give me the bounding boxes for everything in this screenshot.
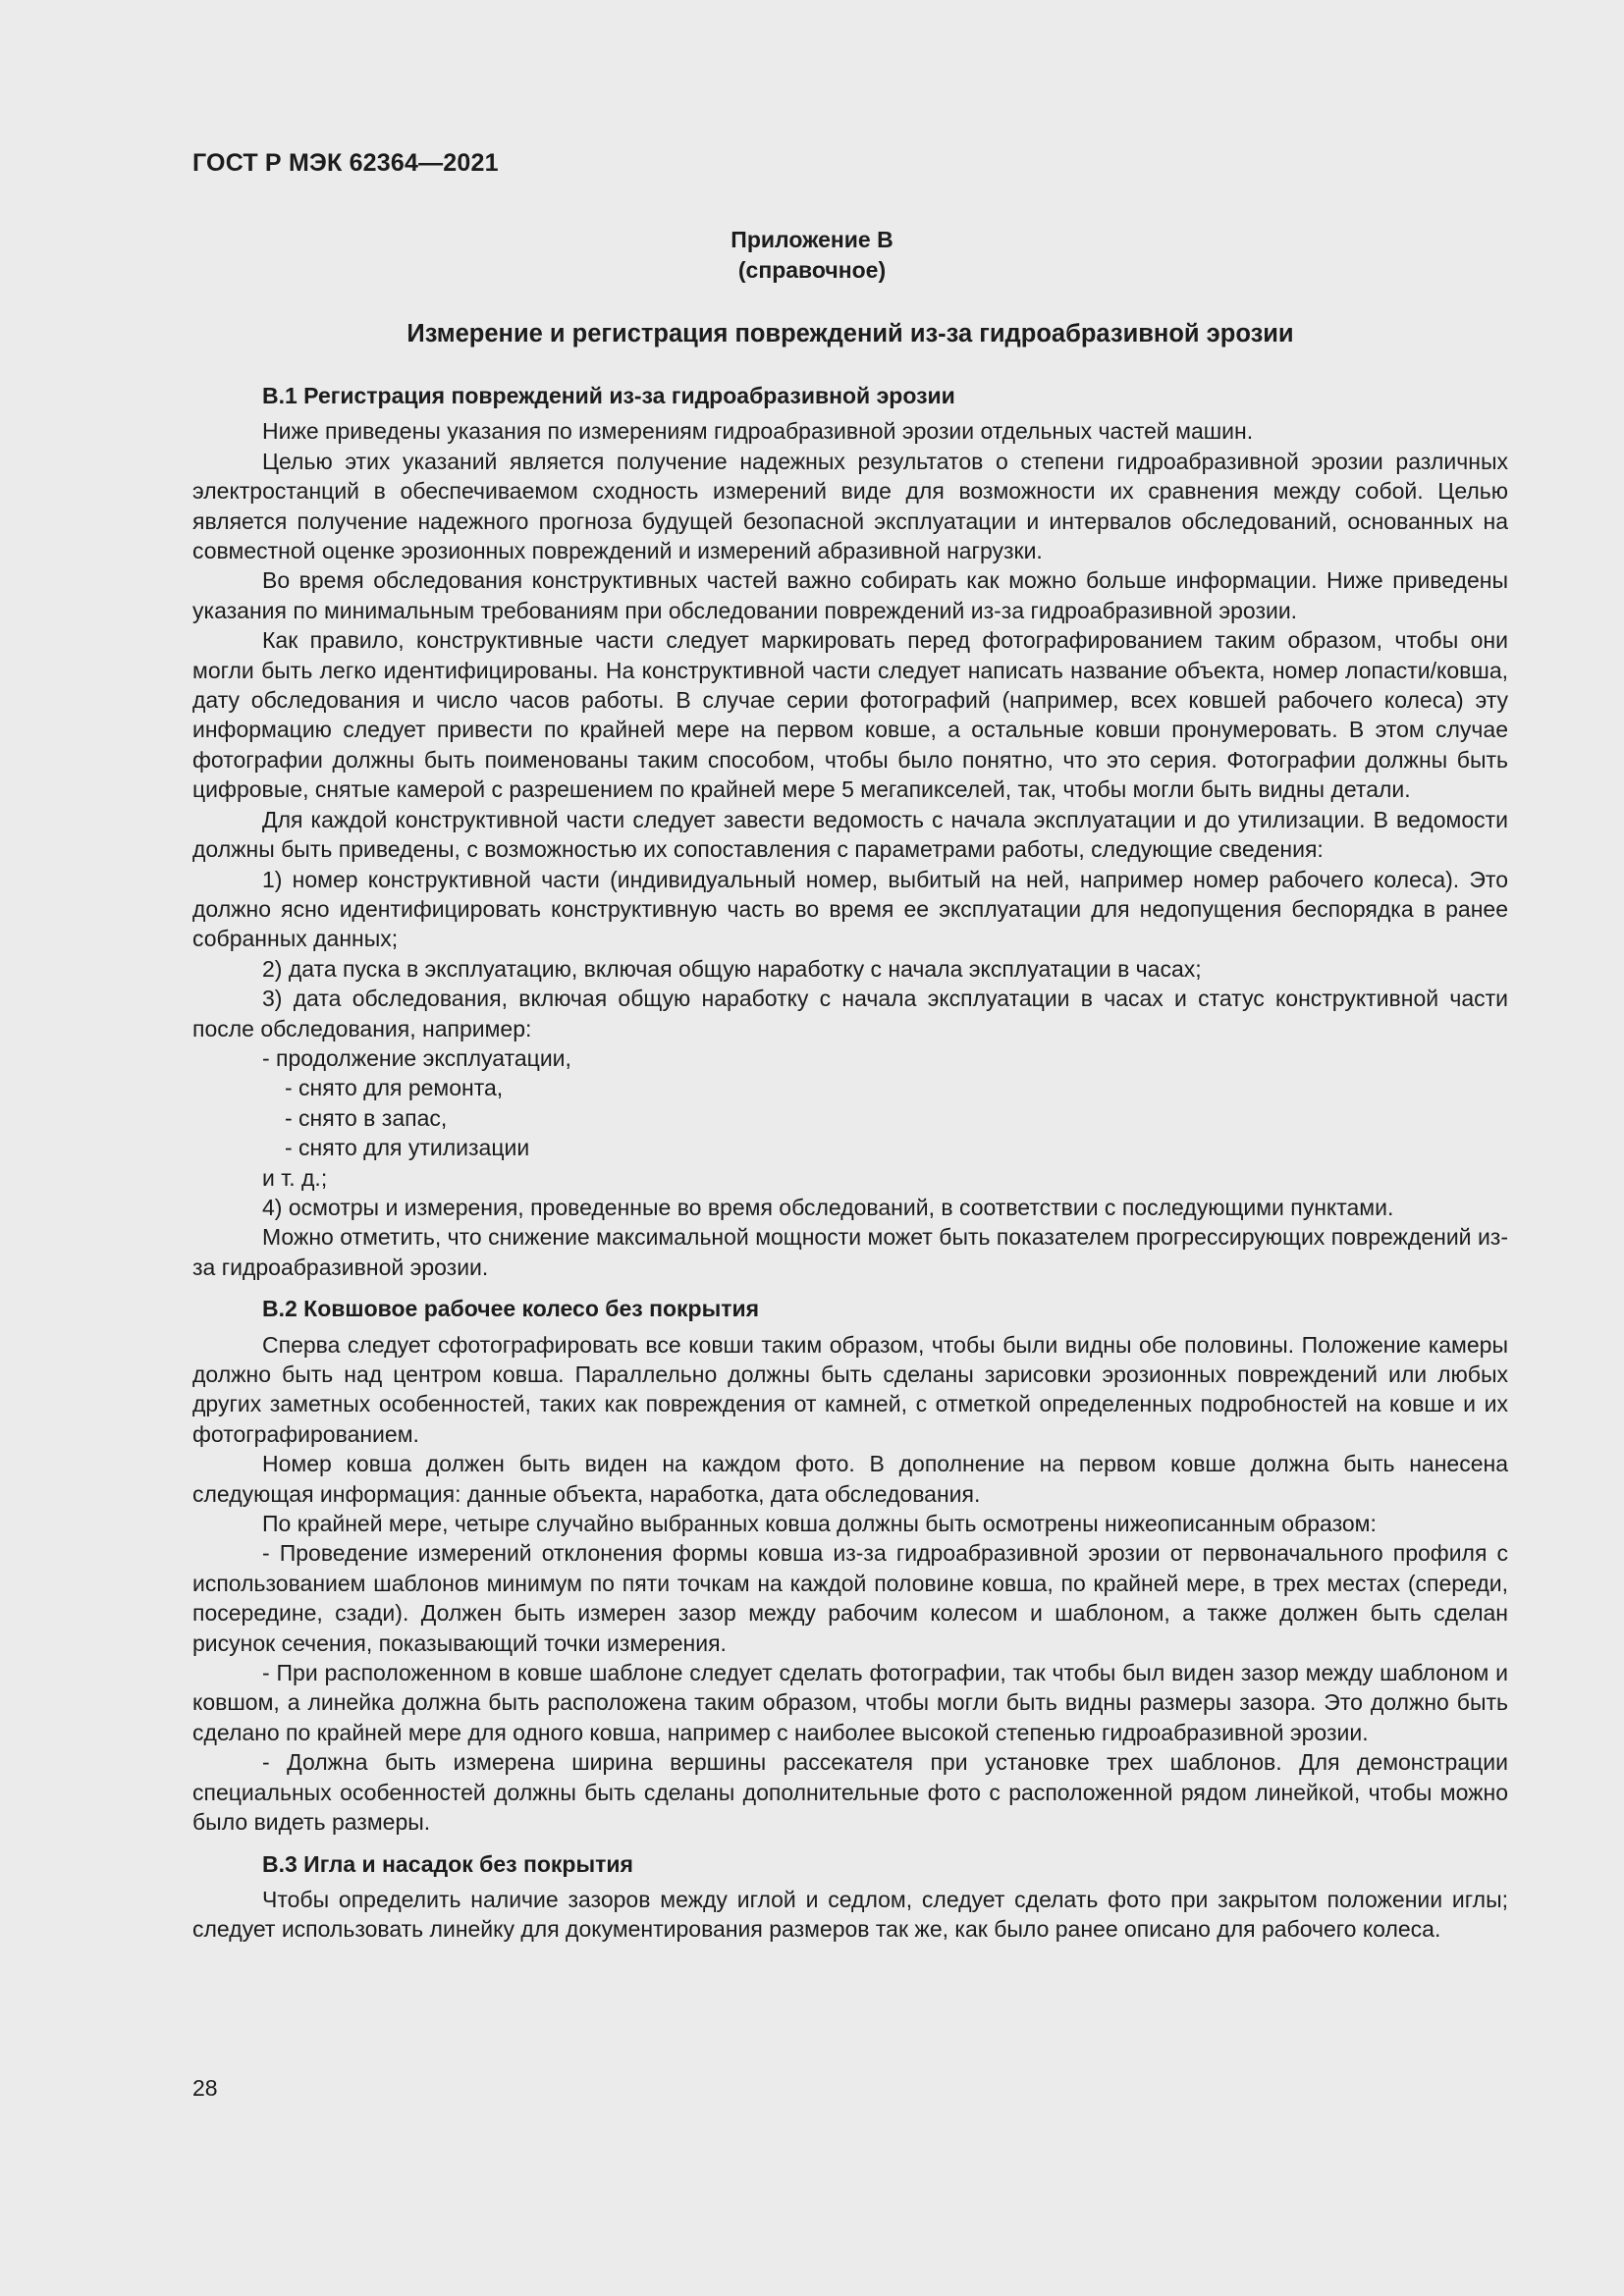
- section-heading-b2: В.2 Ковшовое рабочее колесо без покрытия: [262, 1296, 760, 1322]
- dash-paragraph: - Проведение измерений отклонения формы ковша из-за гидроабразивной эрозии от первоначального профиля с использованием шаблонов минимум по пяти точкам на каждой половине ковша, по крайней мере, в трех местах (спереди, посередине, сзади). Должен быть измерен зазор между рабочим колесом и шаблоном, а также должен быть сделан рисунок сечения, показывающий точки измерения.: [192, 1540, 1508, 1656]
- list-item: 3) дата обследования, включая общую наработку с начала эксплуатации в часах и статус конструктивной части после обследования, например:: [192, 986, 1508, 1041]
- section-heading-b3: В.3 Игла и насадок без покрытия: [262, 1850, 633, 1877]
- etc-text: и т. д.;: [262, 1164, 328, 1191]
- paragraph: Для каждой конструктивной части следует завести ведомость с начала эксплуатации и до утилизации. В ведомости должны быть приведены, с возможностью их сопоставления с параметрами работы, следующие сведения:: [192, 806, 1508, 863]
- list-item: 1) номер конструктивной части (индивидуальный номер, выбитый на ней, например номер рабочего колеса). Это должно ясно идентифицировать конструктивную часть во время ее эксплуатации для недопущения беспорядка в ранее собранных данных;: [192, 866, 1508, 952]
- dash-subitem: - снято для ремонта,: [285, 1075, 504, 1101]
- list-item: 2) дата пуска в эксплуатацию, включая общую наработку с начала эксплуатации в часах;: [262, 955, 1202, 982]
- paragraph: Ниже приведены указания по измерениям гидроабразивной эрозии отдельных частей машин.: [262, 418, 1254, 445]
- section-heading-b1: В.1 Регистрация повреждений из-за гидроабразивной эрозии: [262, 383, 955, 408]
- paragraph: Чтобы определить наличие зазоров между иглой и седлом, следует сделать фото при закрытом положении иглы; следует использовать линейку для документирования размеров так же, как было ранее описано для рабочего колеса.: [192, 1886, 1508, 1943]
- page-number: 28: [192, 2075, 218, 2101]
- paragraph: Как правило, конструктивные части следует маркировать перед фотографированием таким образом, чтобы они могли быть легко идентифицированы. На конструктивной части следует написать название объекта, номер лопасти/ковша, дату обследования и число часов работы. В случае серии фотографий (например, всех ковшей рабочего колеса) эту информацию следует привести по крайней мере на первом ковше, а остальные ковши пронумеровать. В этом случае фотографии должны быть поименованы таким способом, чтобы было понятно, что это серия. Фотографии должны быть цифровые, снятые камерой с разрешением по крайней мере 5 мегапикселей, так, чтобы могли быть видны детали.: [192, 627, 1508, 803]
- annex-kind: (справочное): [737, 257, 887, 283]
- paragraph: Номер ковша должен быть виден на каждом фото. В дополнение на первом ковше должна быть нанесена следующая информация: данные объекта, наработка, дата обследования.: [192, 1451, 1508, 1507]
- annex-title: Приложение В: [731, 227, 893, 252]
- dash-item: - продолжение эксплуатации,: [262, 1044, 571, 1071]
- paragraph: Целью этих указаний является получение надежных результатов о степени гидроабразивной эрозии различных электростанций в обеспечиваемом сходность измерений виде для возможности их сравнения между собой. Целью является получение надежного прогноза будущей безопасной эксплуатации и интервалов обследований, основанных на совместной оценке эрозионных повреждений и измерений абразивной нагрузки.: [192, 448, 1508, 564]
- list-item: 4) осмотры и измерения, проведенные во время обследований, в соответствии с последующими пунктами.: [262, 1194, 1394, 1220]
- dash-paragraph: - Должна быть измерена ширина вершины рассекателя при установке трех шаблонов. Для демонстрации специальных особенностей должны быть сделаны дополнительные фото с расположенной рядом линейкой, чтобы можно было видеть размеры.: [192, 1749, 1508, 1836]
- document-body: [192, 381, 1508, 1945]
- document-code: ГОСТ Р МЭК 62364—2021: [192, 149, 499, 177]
- dash-subitem: - снято в запас,: [285, 1104, 448, 1131]
- paragraph: Сперва следует сфотографировать все ковши таким образом, чтобы были видны обе половины. Положение камеры должно быть над центром ковша. Параллельно должны быть сделаны зарисовки эрозионных повреждений или любых других заметных особенностей, таких как повреждения от камней, с отметкой определенных подробностей на ковше и их фотографированием.: [192, 1331, 1508, 1447]
- dash-subitem: - снято для утилизации: [285, 1135, 530, 1161]
- dash-paragraph: - При расположенном в ковше шаблоне следует сделать фотографии, так чтобы был виден зазор между шаблоном и ковшом, а линейка должна быть расположена таким образом, чтобы могли быть видны размеры зазора. Это должно быть сделано по крайней мере для одного ковша, например с наиболее высокой степенью гидроабразивной эрозии.: [192, 1660, 1508, 1745]
- paragraph: По крайней мере, четыре случайно выбранных ковша должны быть осмотрены нижеописанным образом:: [262, 1511, 1377, 1537]
- paragraph: Можно отметить, что снижение максимальной мощности может быть показателем прогрессирующих повреждений из-за гидроабразивной эрозии.: [192, 1224, 1508, 1280]
- paragraph: Во время обследования конструктивных частей важно собирать как можно больше информации. Ниже приведены указания по минимальным требованиям при обследовании повреждений из-за гидроабразивной эрозии.: [192, 567, 1508, 623]
- annex-heading: Измерение и регистрация повреждений из-за гидроабразивной эрозии: [406, 320, 1294, 347]
